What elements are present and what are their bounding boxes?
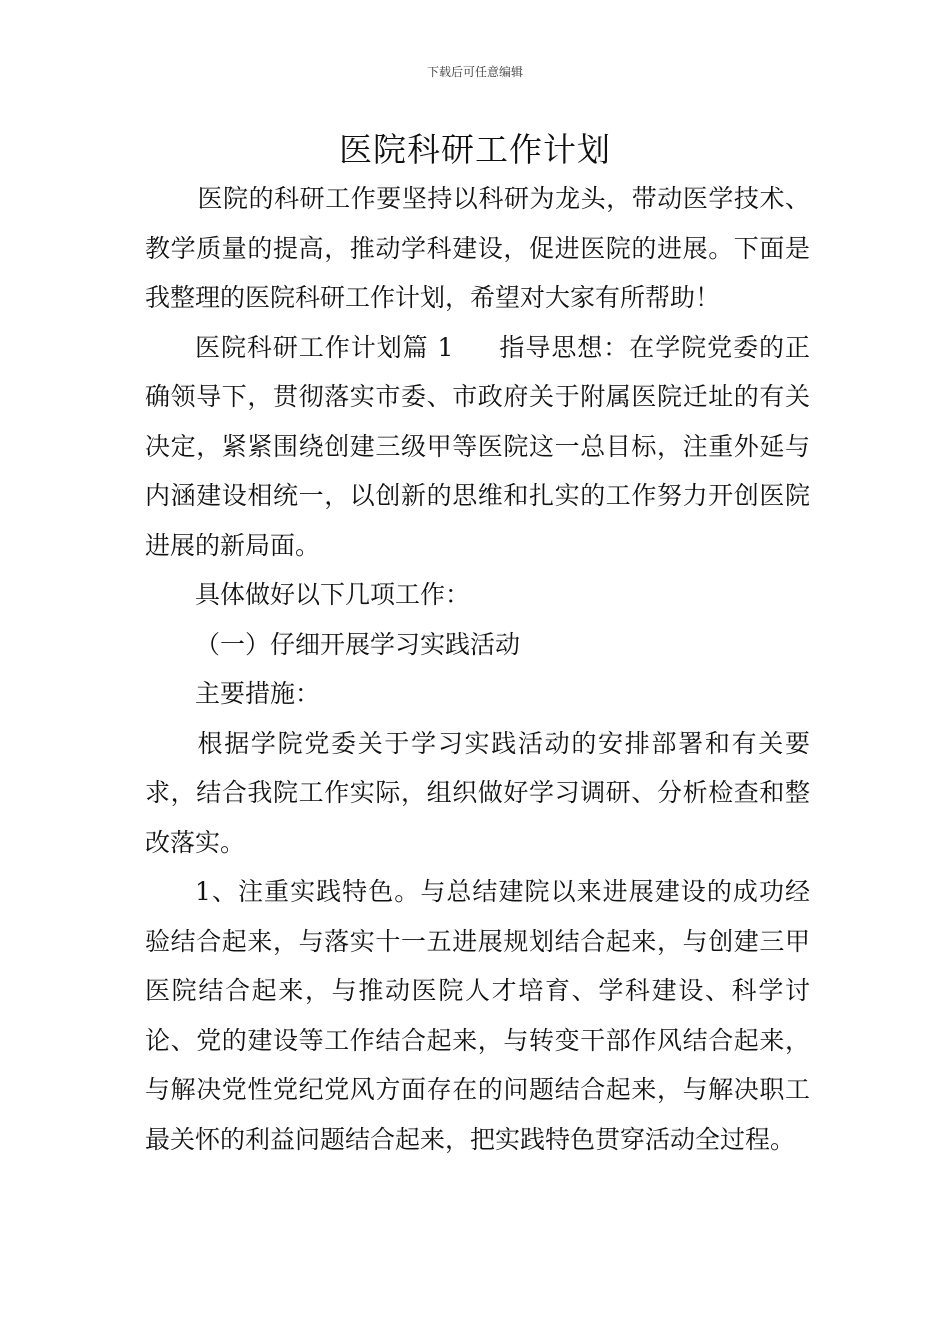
paragraph-intro: 医院的科研工作要坚持以科研为龙头，带动医学技术、教学质量的提高，推动学科建设，促进医院的进展。下面是我整理的医院科研工作计划，希望对大家有所帮助！	[145, 184, 810, 312]
paragraph-tasks-intro: 具体做好以下几项工作：	[195, 580, 471, 609]
guiding-thought-text: 指导思想：在学院党委的正确领导下，贯彻落实市委、市政府关于附属医院迁址的有关决定，紧紧围绕创建三级甲等医院这一总目标，注重外延与内涵建设相统一，以创新的思维和扎实的工作努力开创医院进展的新局面。	[145, 332, 810, 560]
paragraph-measures-label: 主要措施：	[195, 679, 321, 708]
header-note: 下载后可任意编辑	[426, 65, 523, 79]
paragraph-subheading-1: （一）仔细开展学习实践活动	[195, 629, 521, 659]
document-body	[145, 174, 810, 1164]
paragraph-measures-text: 根据学院党委关于学习实践活动的安排部署和有关要求，结合我院工作实际，组织做好学习调研、分析检查和整改落实。	[145, 728, 810, 857]
document-title: 医院科研工作计划	[339, 130, 611, 169]
paragraph-guiding-thought	[145, 323, 810, 571]
paragraph-item-1: 1、注重实践特色。与总结建院以来进展建设的成功经验结合起来，与落实十一五进展规划结合起来，与创建三甲医院结合起来，与推动医院人才培育、学科建设、科学讨论、党的建设等工作结合起来，与转变干部作风结合起来，与解决党性党纪党风方面存在的问题结合起来，与解决职工最关怀的利益问题结合起来，把实践特色贯穿活动全过程。	[145, 877, 810, 1154]
section-heading: 医院科研工作计划篇 1	[195, 332, 454, 362]
